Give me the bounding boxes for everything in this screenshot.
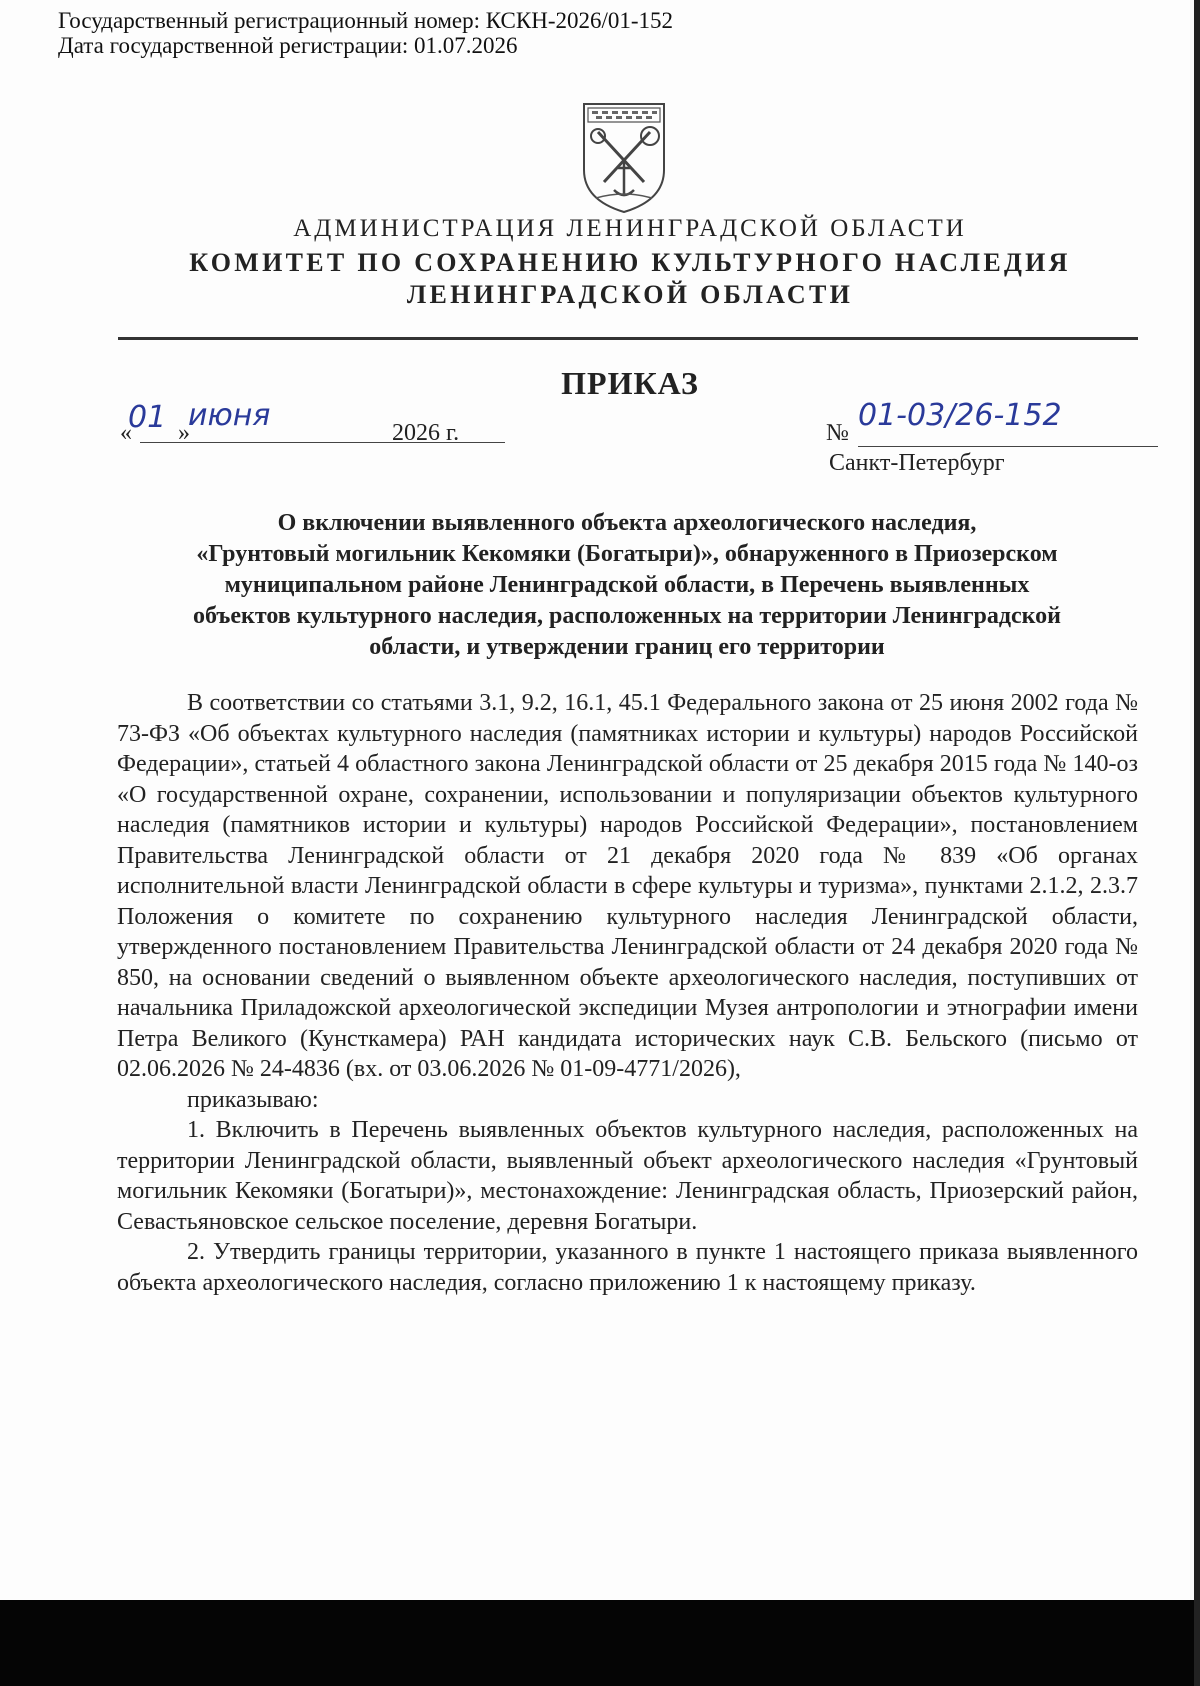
number-sign: № [826,420,849,446]
document-title: ПРИКАЗ [561,365,699,401]
registration-number: Государственный регистрационный номер: КСКН-2026/01-152 [58,8,674,33]
order-item-1: 1. Включить в Перечень выявленных объектов культурного наследия, расположенных на территории Ленинградской области, выявленный объект археологического наследия «Грунтовый могильник Кекомяки (Богатыри)», местонахождение: Ленинградская область, Приозерский район, Севастьяновское сельское поселение, деревня Богатыри. [117,1117,1138,1235]
quote-close: » [178,420,190,446]
date-year: 2026 г. [392,420,460,446]
subject-line: муниципальном районе Ленинградской области, в Перечень выявленных [224,572,1030,598]
order-number-value: 01-03/26-152 [858,398,1062,433]
order-body [117,688,1138,1298]
committee-name-line1: КОМИТЕТ ПО СОХРАНЕНИЮ КУЛЬТУРНОГО НАСЛЕДИЯ [189,248,1071,277]
header-divider [118,337,1138,340]
registration-block [58,8,673,58]
scan-border-bottom [0,1600,1200,1686]
administration-name: АДМИНИСТРАЦИЯ ЛЕНИНГРАДСКОЙ ОБЛАСТИ [293,215,967,242]
quote-open: « [120,420,132,446]
scan-border-right [1194,0,1200,1686]
date-day: 01 [128,400,167,435]
subject-line: О включении выявленного объекта археологического наследия, [277,510,977,536]
committee-name-line2: ЛЕНИНГРАДСКОЙ ОБЛАСТИ [406,280,854,309]
order-city: Санкт-Петербург [829,450,1005,476]
decree-line: приказываю: [187,1086,319,1113]
number-underline [858,446,1158,447]
order-item-2: 2. Утвердить границы территории, указанного в пункте 1 настоящего приказа выявленного объекта археологического наследия, согласно приложению 1 к настоящему приказу. [117,1239,1138,1296]
preamble-paragraph: В соответствии со статьями 3.1, 9.2, 16.1, 45.1 Федерального закона от 25 июня 2002 года № 73-ФЗ «Об объектах культурного наследия (памятниках истории и культуры) народов Российской Федерации», статьей 4 областного закона Ленинградской области от 25 декабря 2015 года № 140-оз «О государственной охране, сохранении, использовании и популяризации объектов культурного наследия (памятников истории и культуры) народов Российской Федерации», постановлением Правительства Ленинградской области от 21 декабря 2020 года № 839 «Об органах исполнительной власти Ленинградской области в сфере культуры и туризма», пунктами 2.1.2, 2.3.7 Положения о комитете по сохранению культурного наследия Ленинградской области, утвержденного постановлением Правительства Ленинградской области от 24 декабря 2020 года № 850, на основании сведений о выявленном объекте археологического наследия, поступивших от начальника Приладожской археологической экспедиции Музея антропологии и этнографии имени Петра Великого (Кунсткамера) РАН кандидата исторических наук С.В. Бельского (письмо от 02.06.2026 № 24-4836 (вх. от 03.06.2026 № 01-09-4771/2026), [117,690,1138,1082]
subject-line: «Грунтовый могильник Кекомяки (Богатыри)», обнаруженного в Приозерском [196,541,1058,567]
subject-line: области, и утверждении границ его территории [369,634,885,660]
registration-date: Дата государственной регистрации: 01.07.2026 [58,33,518,58]
order-subject [112,508,1142,663]
subject-line: объектов культурного наследия, расположенных на территории Ленинградской [192,603,1062,629]
date-month: июня [188,398,271,433]
coat-of-arms-icon [578,100,670,216]
